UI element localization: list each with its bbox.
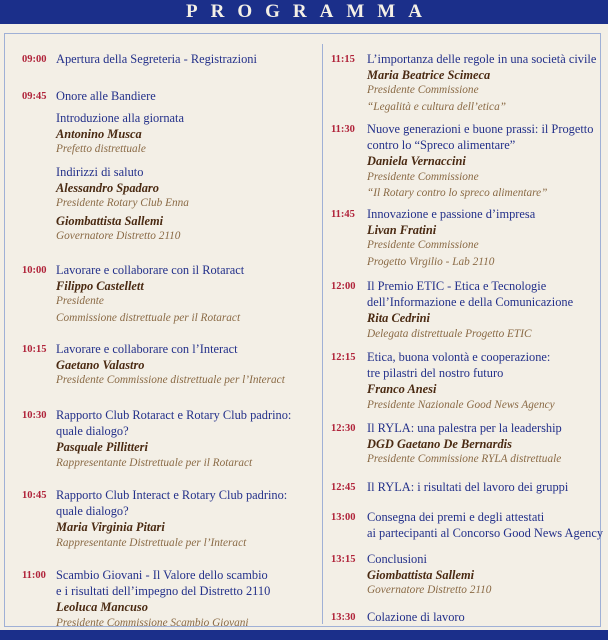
- program-session-title: Etica, buona volontà e cooperazione:: [367, 350, 551, 364]
- speaker-role: Presidente Commissione RYLA distrettuale: [367, 453, 562, 466]
- program-time: 09:00: [22, 54, 47, 65]
- program-session-title: Il RYLA: una palestra per la leadership: [367, 421, 562, 435]
- program-time: 11:15: [331, 54, 355, 65]
- bottom-rule: [0, 630, 608, 640]
- program-time: 10:30: [22, 410, 47, 421]
- speaker-role: Commissione distrettuale per il Rotaract: [56, 311, 241, 324]
- program-session-title: e i risultati dell’impegno del Distretto 2110: [56, 584, 271, 599]
- speaker-name: Maria Virginia Pitari: [56, 520, 165, 535]
- program-session-title: Indirizzi di saluto: [56, 165, 144, 179]
- program-time: 11:00: [22, 570, 46, 581]
- speaker-name: Leoluca Mancuso: [56, 600, 148, 615]
- program-session-title: Rapporto Club Rotaract e Rotary Club padrino:: [56, 408, 292, 422]
- program-time: 12:30: [331, 423, 356, 434]
- program-session-title: Apertura della Segreteria - Registrazioni: [56, 52, 257, 66]
- speaker-role: Rappresentante Distrettuale per il Rotaract: [56, 456, 253, 469]
- speaker-name: Giombattista Sallemi: [367, 568, 475, 583]
- speaker-role: Presidente Commissione: [367, 84, 479, 97]
- speaker-name: Filippo Castellett: [56, 279, 144, 294]
- speaker-role: Delegata distrettuale Progetto ETIC: [367, 327, 532, 340]
- speaker-name: Daniela Vernaccini: [367, 154, 466, 169]
- program-session-title: quale dialogo?: [56, 504, 129, 519]
- program-time: 11:30: [331, 124, 355, 135]
- program-session-title: Il Premio ETIC - Etica e Tecnologie: [367, 279, 547, 293]
- speaker-role: Presidente Rotary Club Enna: [56, 197, 189, 209]
- speaker-role: Presidente Nazionale Good News Agency: [367, 398, 555, 411]
- program-session-title: contro lo “Spreco alimentare”: [367, 138, 516, 153]
- program-session-title: Consegna dei premi e degli attestati: [367, 510, 545, 524]
- program-time: 13:00: [331, 512, 356, 523]
- speaker-name: Alessandro Spadaro: [56, 181, 159, 195]
- program-time: 12:45: [331, 482, 356, 493]
- speaker-name: DGD Gaetano De Bernardis: [367, 437, 512, 452]
- speaker-role: Rappresentante Distrettuale per l’Interact: [56, 536, 247, 549]
- program-session-title: Nuove generazioni e buone prassi: il Progetto: [367, 122, 594, 136]
- program-session-title: Scambio Giovani - Il Valore dello scambio: [56, 568, 268, 582]
- program-time: 10:00: [22, 265, 47, 276]
- speaker-name: Antonino Musca: [56, 127, 142, 141]
- page-title: PROGRAMMA: [186, 1, 435, 22]
- program-session-title: Introduzione alla giornata: [56, 111, 184, 125]
- program-time: 10:15: [22, 344, 47, 355]
- speaker-name: Livan Fratini: [367, 223, 437, 238]
- program-session-title: Rapporto Club Interact e Rotary Club padrino:: [56, 488, 288, 502]
- speaker-name: Pasquale Pillitteri: [56, 440, 148, 455]
- speaker-name: Rita Cedrini: [367, 311, 430, 326]
- program-session-title: Lavorare e collaborare con il Rotaract: [56, 263, 245, 277]
- speaker-role: Prefetto distrettuale: [56, 143, 146, 155]
- program-time: 13:15: [331, 554, 356, 565]
- program-time: 09:45: [22, 91, 47, 102]
- speaker-role: Presidente Commissione: [367, 239, 479, 252]
- program-session-title: Colazione di lavoro: [367, 610, 465, 624]
- program-time: 12:15: [331, 352, 356, 363]
- speaker-role: Presidente Commissione Scambio Giovani: [56, 616, 249, 629]
- speaker-role: Presidente Commissione: [367, 170, 479, 183]
- program-time: 13:30: [331, 612, 356, 623]
- speaker-role: Presidente: [56, 295, 104, 308]
- speaker-name: Gaetano Valastro: [56, 358, 145, 373]
- program-session-title: Innovazione e passione d’impresa: [367, 207, 536, 221]
- program-time: 11:45: [331, 209, 355, 220]
- speaker-name: Franco Anesi: [367, 382, 437, 397]
- header-banner: [0, 0, 608, 24]
- program-session-title: dell’Informazione e della Comunicazione: [367, 295, 574, 310]
- program-time: 12:00: [331, 281, 356, 292]
- program-time: 10:45: [22, 490, 47, 501]
- speaker-role: Governatore Distretto 2110: [56, 230, 181, 242]
- speaker-name: Giombattista Sallemi: [56, 214, 164, 228]
- program-session-title: Il RYLA: i risultati del lavoro dei gruppi: [367, 480, 569, 494]
- speaker-role: Progetto Virgilio - Lab 2110: [367, 255, 495, 268]
- program-session-title: L’importanza delle regole in una società civile: [367, 52, 597, 66]
- program-session-title: quale dialogo?: [56, 424, 129, 439]
- speaker-role: Presidente Commissione distrettuale per l’Interact: [56, 374, 285, 387]
- column-divider: [322, 44, 323, 624]
- speaker-role: “Il Rotary contro lo spreco alimentare”: [367, 186, 548, 199]
- speaker-role: “Legalità e cultura dell’etica”: [367, 100, 506, 113]
- program-session-title: Conclusioni: [367, 552, 427, 566]
- speaker-name: Maria Beatrice Scimeca: [367, 68, 491, 83]
- program-session-title: Onore alle Bandiere: [56, 89, 156, 103]
- speaker-role: Governatore Distretto 2110: [367, 584, 492, 597]
- program-session-title: ai partecipanti al Concorso Good News Agency: [367, 526, 604, 541]
- program-session-title: tre pilastri del nostro futuro: [367, 366, 504, 381]
- program-session-title: Lavorare e collaborare con l’Interact: [56, 342, 238, 356]
